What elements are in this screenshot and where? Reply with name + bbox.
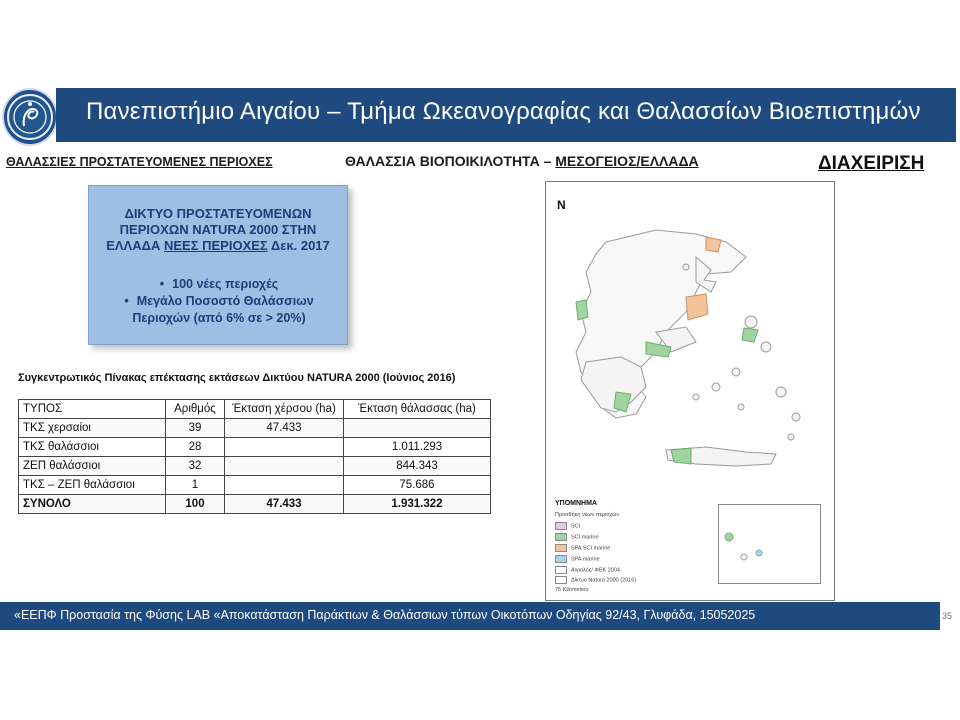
table-header-row bbox=[19, 400, 491, 419]
info-box-title bbox=[95, 206, 341, 254]
inset-island bbox=[756, 550, 762, 556]
footer-bar bbox=[0, 602, 940, 630]
legend-swatch bbox=[555, 555, 567, 563]
table-cell: 1.011.293 bbox=[344, 438, 491, 457]
legend-swatch bbox=[555, 576, 567, 584]
info-title-line: ΔΙΚΤΥΟ ΠΡΟΣΤΑΤΕΥΟΜΕΝΩΝ bbox=[124, 206, 312, 221]
island bbox=[732, 368, 740, 376]
table-cell: 75.686 bbox=[344, 476, 491, 495]
legend-label: Δίκτυο Natura 2000 (2016) bbox=[571, 577, 637, 584]
info-title-line: ΠΕΡΙΟΧΩΝ NATURA 2000 ΣΤΗΝ bbox=[119, 222, 317, 237]
table-cell: ΣΥΝΟΛΟ bbox=[19, 495, 166, 514]
bullet-item: • Μεγάλο Ποσοστό Θαλάσσιων Περιοχών (από 6% σε > 20%) bbox=[99, 293, 339, 327]
island bbox=[788, 434, 794, 440]
header-bar bbox=[56, 88, 956, 142]
table-cell bbox=[344, 419, 491, 438]
legend-label: SCI marine bbox=[571, 534, 599, 541]
table-caption: Συγκεντρωτικός Πίνακας επέκτασης εκτάσεων Δικτύου NATURA 2000 (Ιούνιος 2016) bbox=[18, 372, 456, 384]
info-title-prefix: ΕΛΛΑΔΑ bbox=[106, 238, 164, 253]
column-header: Αριθμός bbox=[166, 400, 225, 419]
scale-label: 75 Kilometers bbox=[555, 587, 589, 593]
natura-info-box bbox=[88, 185, 348, 345]
legend-item bbox=[555, 522, 580, 530]
table-cell: ΖΕΠ θαλάσσιοι bbox=[19, 457, 166, 476]
table-row bbox=[19, 438, 491, 457]
legend-item bbox=[555, 566, 620, 574]
table-cell bbox=[225, 457, 344, 476]
legend-label: SPA marine bbox=[571, 556, 600, 563]
legend-item bbox=[555, 533, 599, 541]
table-cell: ΤΚΣ θαλάσσιοι bbox=[19, 438, 166, 457]
legend-swatch bbox=[555, 566, 567, 574]
legend-swatch bbox=[555, 522, 567, 530]
column-header: ΤΥΠΟΣ bbox=[19, 400, 166, 419]
legend-subtitle: Προσθήκη νέων περιοχών bbox=[555, 512, 620, 518]
page-title: Πανεπιστήμιο Αιγαίου – Τμήμα Ωκεανογραφίας και Θαλασσίων Βιοεπιστημών bbox=[86, 98, 921, 125]
inset-island bbox=[725, 533, 733, 541]
legend-title: ΥΠΟΜΝΗΜΑ bbox=[555, 500, 597, 507]
info-bullets bbox=[99, 276, 339, 327]
column-header: Έκταση χέρσου (ha) bbox=[225, 400, 344, 419]
table-cell: 28 bbox=[166, 438, 225, 457]
table-cell: 32 bbox=[166, 457, 225, 476]
table-cell: 100 bbox=[166, 495, 225, 514]
heading-underlined: ΜΕΣΟΓΕΙΟΣ/ΕΛΛΑΔΑ bbox=[555, 153, 699, 169]
legend-label: Αιγιαλός/ ΦΕΚ 2004 bbox=[571, 567, 620, 574]
table-cell: ΤΚΣ χερσαίοι bbox=[19, 419, 166, 438]
table-cell: 39 bbox=[166, 419, 225, 438]
table-cell: 1 bbox=[166, 476, 225, 495]
island bbox=[712, 383, 720, 391]
legend-swatch bbox=[555, 533, 567, 541]
table-cell: 47.433 bbox=[225, 419, 344, 438]
page-number: 35 bbox=[942, 611, 953, 621]
island bbox=[693, 394, 699, 400]
section-heading-protected-areas: ΘΑΛΑΣΣΙΕΣ ΠΡΟΣΤΑΤΕΥΟΜΕΝΕΣ ΠΕΡΙΟΧΕΣ bbox=[6, 155, 273, 169]
marine-area bbox=[576, 300, 588, 320]
north-arrow: N bbox=[557, 198, 566, 212]
table-cell: 1.931.322 bbox=[344, 495, 491, 514]
scale-bar bbox=[555, 587, 589, 593]
bullet-item: • 100 νέες περιοχές bbox=[99, 276, 339, 293]
table-row bbox=[19, 419, 491, 438]
legend-label: SPA SCI marine bbox=[571, 545, 611, 552]
spa-marine-area bbox=[686, 294, 708, 320]
section-heading-management: ΔΙΑΧΕΙΡΙΣΗ bbox=[818, 153, 925, 174]
island bbox=[745, 316, 757, 328]
natura-summary-table bbox=[18, 399, 491, 514]
table-row bbox=[19, 457, 491, 476]
table-row bbox=[19, 476, 491, 495]
table-cell bbox=[225, 438, 344, 457]
island bbox=[776, 387, 786, 397]
island bbox=[761, 342, 771, 352]
island bbox=[792, 413, 800, 421]
table-cell: 47.433 bbox=[225, 495, 344, 514]
footer-text: «ΕΕΠΦ Προστασία της Φύσης LAB «Αποκατάσταση Παράκτιων & Θαλάσσιων τύπων Οικοτόπων Οδηγίας 92/43, Γλυφάδα, 15052025 bbox=[14, 608, 756, 622]
legend-label: SCI bbox=[571, 523, 581, 530]
table-cell: ΤΚΣ – ΖΕΠ θαλάσσιοι bbox=[19, 476, 166, 495]
spa-marine-area bbox=[706, 237, 721, 252]
info-title-underlined: ΝΕΕΣ ΠΕΡΙΟΧΕΣ bbox=[163, 238, 268, 253]
marine-area bbox=[671, 448, 691, 464]
column-header: Έκταση θάλασσας (ha) bbox=[344, 400, 491, 419]
inset-island bbox=[741, 554, 747, 560]
legend-item bbox=[555, 544, 610, 552]
legend-item bbox=[555, 555, 600, 563]
legend-item bbox=[555, 576, 636, 584]
table-cell: 844.343 bbox=[344, 457, 491, 476]
heading-prefix: ΘΑΛΑΣΣΙΑ ΒΙΟΠΟΙΚΙΛΟΤΗΤΑ – bbox=[345, 153, 556, 169]
island bbox=[683, 264, 689, 270]
legend-swatch bbox=[555, 544, 567, 552]
info-title-suffix: Δεκ. 2017 bbox=[267, 238, 330, 253]
university-logo bbox=[2, 88, 58, 146]
table-cell bbox=[225, 476, 344, 495]
map-inset bbox=[718, 504, 821, 584]
island bbox=[738, 404, 744, 410]
marine-area bbox=[742, 328, 758, 342]
info-title-line bbox=[95, 238, 341, 254]
table-total-row bbox=[19, 495, 491, 514]
section-heading-biodiversity bbox=[345, 153, 699, 169]
